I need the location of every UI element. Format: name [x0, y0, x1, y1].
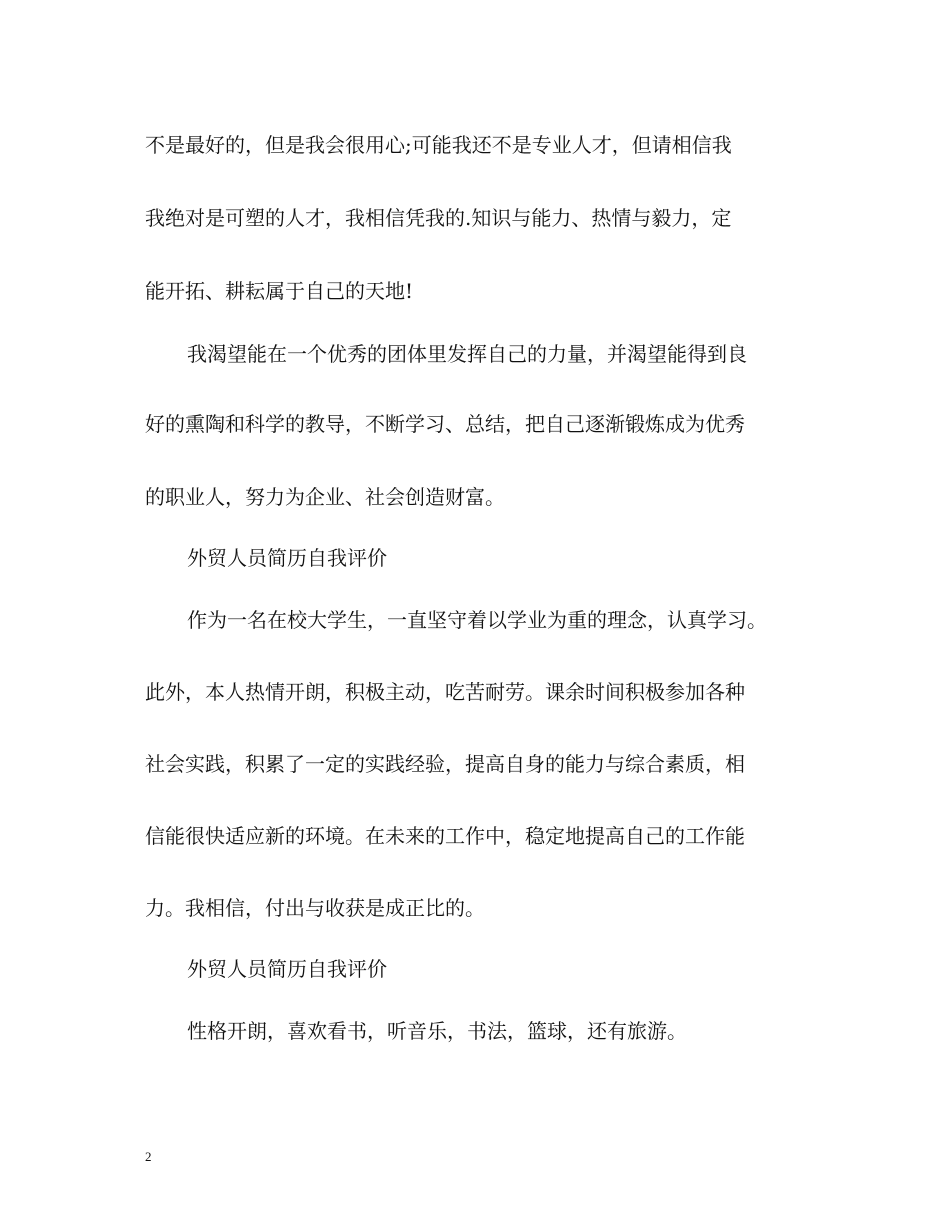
- paragraph-line: 社会实践，积累了一定的实践经验，提高自身的能力与综合素质，相: [145, 752, 745, 776]
- paragraph-line: 的职业人，努力为企业、社会创造财富。: [145, 485, 505, 509]
- paragraph-line: 能开拓、耕耘属于自己的天地!: [145, 279, 414, 303]
- paragraph-line: 好的熏陶和科学的教导，不断学习、总结，把自己逐渐锻炼成为优秀: [145, 412, 745, 436]
- paragraph-line: 性格开朗，喜欢看书，听音乐，书法，篮球，还有旅游。: [187, 1019, 687, 1043]
- paragraph-line: 我绝对是可塑的人才，我相信凭我的.知识与能力、热情与毅力，定: [145, 206, 732, 230]
- paragraph-line: 此外，本人热情开朗，积极主动，吃苦耐劳。课余时间积极参加各种: [145, 680, 745, 704]
- paragraph-line: 信能很快适应新的环境。在未来的工作中，稳定地提高自己的工作能: [145, 824, 745, 848]
- page-number: 2: [145, 1149, 152, 1164]
- paragraph-line: 不是最好的，但是我会很用心;可能我还不是专业人才，但请相信我: [145, 133, 732, 157]
- paragraph-line: 我渴望能在一个优秀的团体里发挥自己的力量，并渴望能得到良: [187, 342, 747, 366]
- paragraph-line: 力。我相信，付出与收获是成正比的。: [145, 896, 485, 920]
- section-heading: 外贸人员简历自我评价: [187, 546, 387, 570]
- paragraph-line: 作为一名在校大学生，一直坚守着以学业为重的理念，认真学习。: [187, 608, 767, 632]
- section-heading: 外贸人员简历自我评价: [187, 957, 387, 981]
